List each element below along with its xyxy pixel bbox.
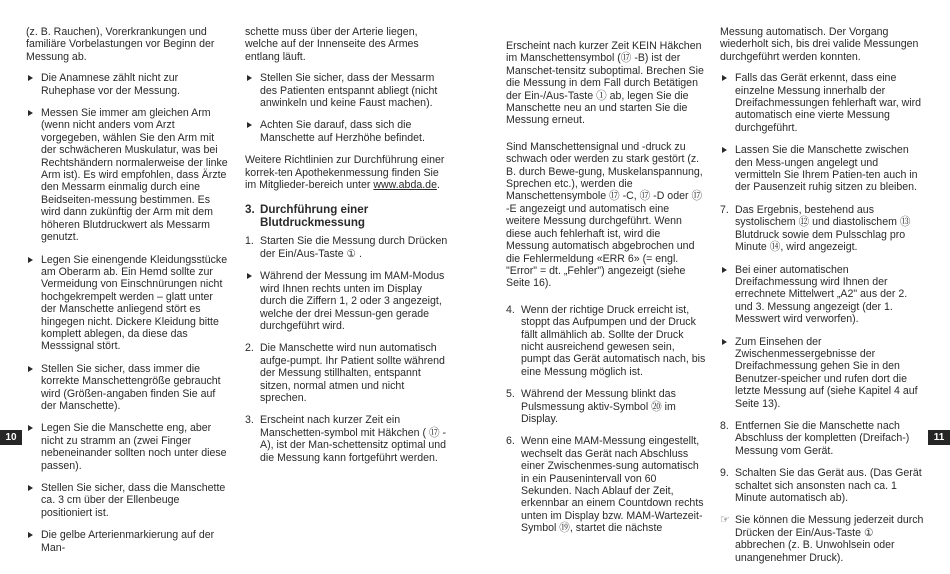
step-item: 9. Schalten Sie das Gerät aus. (Das Gerät schaltet sich ansonsten nach ca. 1 Minute automatisch ab).: [720, 467, 922, 504]
step-item: 4. Wenn der richtige Druck erreicht ist, stoppt das Aufpumpen und der Druck fällt allmählich ab. Sollte der Druck nicht ausreichend gewesen sein, pumpt das Gerät automatisch nach, bis eine Messung möglich ist.: [506, 303, 706, 378]
list-item: Die gelbe Arterienmarkierung auf der Man-: [26, 529, 231, 554]
list-item: Stellen Sie sicher, dass die Manschette ca. 3 cm über der Ellenbeuge positioniert ist.: [26, 482, 231, 519]
list-item: Achten Sie darauf, dass sich die Manschette auf Herzhöhe befindet.: [245, 119, 450, 144]
page-number-right: 11: [928, 430, 950, 445]
bullet-triangle-icon: [247, 75, 252, 81]
bullet-triangle-icon: [722, 267, 727, 273]
section-heading: 3. Durchführung einer Blutdruckmessung: [245, 203, 369, 230]
weak-signal-paragraph: Sind Manschettensignal und -druck zu schwach oder werden zu stark gestört (z. B. durch Bewe-gung, Muskelanspannung, Sprechen etc.), werden die Manschettensymbole ⑰ -C, ⑰ -D oder ⑰ -E angezeigt und automatisch eine weitere Messung durchgeführt. Wenn diese auch fehlerhaft ist, wird die Messung automatisch abgebrochen und die Fehlermeldung «ERR 6» (= engl. "Error" = dt. „Fehler") angezeigt (siehe Seite 16).: [506, 140, 703, 290]
column-1: [26, 26, 231, 564]
column-4: [720, 26, 926, 574]
step-item: 2. Die Manschette wird nun automatisch aufge-pumpt. Ihr Patient sollte während der Messung stillhalten, entspannt sitzen, normal atmen und nicht sprechen.: [245, 342, 445, 404]
bullet-triangle-icon: [28, 425, 33, 431]
list-item: Während der Messung im MAM-Modus wird Ihnen rechts unten im Display durch die Ziffern 1, 2 oder 3 angezeigt, welche der drei Messun-gen gerade durchgeführt wird.: [245, 270, 450, 332]
guideline-paragraph: Weitere Richtlinien zur Durchführung einer korrek-ten Apothekenmessung finden Sie im Mitglieder-bereich unter www.abda.de.: [245, 154, 445, 192]
continued-paragraph: Messung automatisch. Der Vorgang wiederholt sich, bis drei valide Messungen durchgeführt werden konnten.: [720, 26, 919, 63]
no-checkmark-paragraph: Erscheint nach kurzer Zeit KEIN Häkchen im Manschettensymbol (⑰ -B) ist der Manschet-tensitz suboptimal. Brechen Sie die Messung in dem Fall durch Betätigen der Ein-/Aus-Taste ① ab, legen Sie die Manschette neu an und starten Sie die Messung erneut.: [506, 40, 704, 127]
list-item: Legen Sie einengende Kleidungsstücke am Oberarm ab. Ein Hemd sollte zur Vermeidung von Einschnürungen nicht hochgekrempelt werden – glatt unter der Manschette anliegend stört es hingegen nicht. Dickere Kleidung bitte komplett ablegen, da diese das Messsignal stört.: [26, 254, 231, 353]
bullet-triangle-icon: [247, 122, 252, 128]
continued-paragraph: schette muss über der Arterie liegen, welche auf der Innenseite des Armes entlang läuft.: [245, 26, 419, 63]
pointing-hand-icon: ☞: [720, 514, 730, 527]
list-item: Messen Sie immer am gleichen Arm (wenn nicht anders vom Arzt vorgegeben, wählen Sie den Arm mit der schwächeren Muskulatur, was bei Rechtshändern normalerweise der linke Arm ist). Es wird empfohlen, dass Ärzte den Messarm einmalig durch eine Beidseiten-messung bestimmen. Es wird dann zukünftig der Arm mit dem höheren Blutdruckwert als Messarm genutzt.: [26, 107, 231, 243]
list-item: Falls das Gerät erkennt, dass eine einzelne Messung innerhalb der Dreifachmessungen fehlerhaft war, wird automatisch eine vierte Messung durchgeführt.: [720, 72, 926, 134]
bullet-triangle-icon: [28, 485, 33, 491]
list-item: Lassen Sie die Manschette zwischen den Mess-ungen angelegt und vermitteln Sie Ihrem Patien-ten auch in der Pausenzeit ruhig sitzen zu bleiben.: [720, 144, 926, 194]
step-item: 6. Wenn eine MAM-Messung eingestellt, wechselt das Gerät nach Abschluss einer Zwischenmes-sung automatisch in ein Pausenintervall von 60 Sekunden. Nach Ablauf der Zeit, erkennbar an einem Countdown rechts unten im Display bzw. MAM-Wartezeit-Symbol ⑲, startet die nächste: [506, 435, 704, 535]
bullet-triangle-icon: [28, 75, 33, 81]
list-item: Bei einer automatischen Dreifachmessung wird Ihnen der errechnete Mittelwert „A2" aus der 2. und 3. Messung angezeigt (der 1. Messwert wird verworfen).: [720, 264, 926, 326]
bullet-triangle-icon: [28, 532, 33, 538]
list-item: Stellen Sie sicher, dass immer die korrekte Manschettengröße gebraucht wird (Größen-angaben finden Sie auf der Manschette).: [26, 363, 231, 413]
step-item: 3. Erscheint nach kurzer Zeit ein Manschetten-symbol mit Häkchen ( ⑰ -A), ist der Man-schettensitz optimal und die Messung kann fortgeführt werden.: [245, 414, 447, 464]
list-item: Legen Sie die Manschette eng, aber nicht zu stramm an (zwei Finger nebeneinander sollten noch unter diese passen).: [26, 422, 231, 472]
list-item: Stellen Sie sicher, dass der Messarm des Patienten entspannt abliegt (nicht anwinkeln und keine Faust machen).: [245, 72, 450, 109]
abda-link[interactable]: www.abda.de: [373, 179, 437, 192]
bullet-triangle-icon: [722, 339, 727, 345]
column-2: [245, 26, 450, 474]
bullet-triangle-icon: [247, 273, 252, 279]
list-item: Zum Einsehen der Zwischenmessergebnisse der Dreifachmessung gehen Sie in den Benutzer-speicher und rufen dort die letzte Messung auf (siehe Kapitel 4 auf Seite 13).: [720, 336, 926, 410]
bullet-triangle-icon: [28, 110, 33, 116]
page-number-left: 10: [0, 430, 22, 445]
column-3: [506, 40, 706, 545]
bullet-triangle-icon: [722, 147, 727, 153]
bullet-triangle-icon: [28, 257, 33, 263]
step-item: 1. Starten Sie die Messung durch Drücken der Ein/Aus-Taste ① .: [245, 235, 448, 260]
intro-paragraph: (z. B. Rauchen), Vorerkrankungen und familiäre Vorbelastungen vor Beginn der Messung ab.: [26, 26, 215, 63]
step-item: 7. Das Ergebnis, bestehend aus systolischem ⑫ und diastolischem ⑬ Blutdruck sowie dem Pulsschlag pro Minute ⑭, wird angezeigt.: [720, 203, 911, 254]
note-item: ☞ Sie können die Messung jederzeit durch Drücken der Ein/Aus-Taste ① abbrechen (z. B. Unwohlsein oder unangenehmer Druck).: [720, 514, 924, 564]
bullet-triangle-icon: [722, 75, 727, 81]
step-item: 5. Während der Messung blinkt das Pulsmessung aktiv-Symbol ⑳ im Display.: [506, 388, 676, 425]
bullet-triangle-icon: [28, 366, 33, 372]
step-item: 8. Entfernen Sie die Manschette nach Abschluss der kompletten (Dreifach-) Messung vom Gerät.: [720, 419, 910, 457]
list-item: Die Anamnese zählt nicht zur Ruhephase vor der Messung.: [26, 72, 231, 97]
